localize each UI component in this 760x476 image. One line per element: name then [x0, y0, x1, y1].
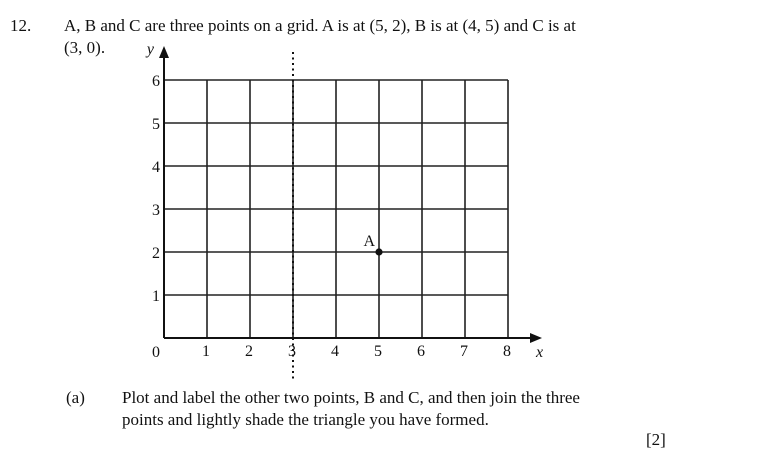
part-a-label: (a) — [66, 388, 85, 407]
question-number: 12. — [10, 16, 32, 35]
x-tick-label: 4 — [331, 343, 339, 360]
part-a-text-line2: points and lightly shade the triangle you have formed. — [122, 410, 489, 429]
part-a-text-line1: Plot and label the other two points, B and C, and then join the three — [122, 388, 580, 407]
y-axis-label: y — [146, 41, 154, 58]
x-tick-label: 8 — [503, 343, 511, 360]
y-tick-label: 3 — [152, 202, 160, 219]
marks-label: [2] — [646, 430, 666, 449]
x-axis-label: x — [536, 344, 544, 361]
x-tick-label: 3 — [288, 343, 296, 360]
y-axis-arrow-icon — [159, 46, 169, 58]
grid-lines — [164, 80, 508, 338]
question-stem-line2: (3, 0). — [64, 38, 106, 57]
axes — [159, 46, 542, 343]
y-tick-label: 4 — [152, 159, 160, 176]
y-tick-label: 1 — [152, 288, 160, 305]
x-tick-label: 5 — [374, 343, 382, 360]
point-a-marker — [375, 248, 382, 255]
x-axis-arrow-icon — [530, 333, 542, 343]
x-tick-label: 7 — [460, 343, 468, 360]
y-tick-label: 2 — [152, 245, 160, 262]
x-tick-label: 6 — [417, 343, 425, 360]
tick-labels — [145, 41, 543, 361]
point-a-label: A — [363, 233, 375, 250]
y-tick-label: 5 — [152, 116, 160, 133]
origin-label: 0 — [152, 344, 160, 361]
question-stem-line1: A, B and C are three points on a grid. A is at (5, 2), B is at (4, 5) and C is at — [64, 16, 576, 35]
x-tick-label: 2 — [245, 343, 253, 360]
x-tick-label: 1 — [202, 343, 210, 360]
y-tick-label: 6 — [152, 73, 160, 90]
